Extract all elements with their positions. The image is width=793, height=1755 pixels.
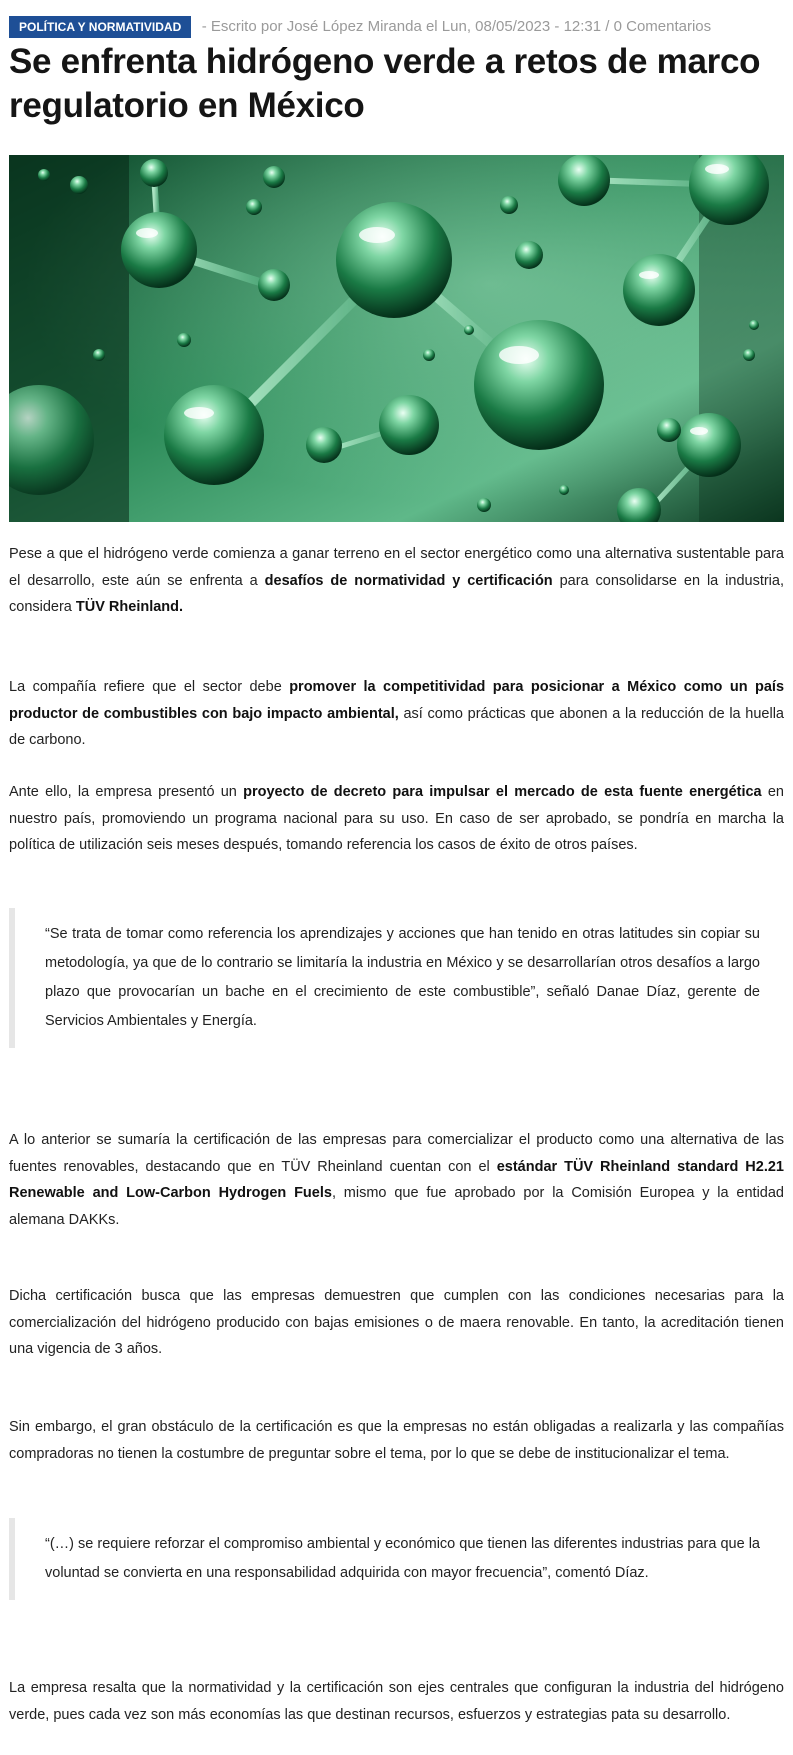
byline: - Escrito por José López Miranda el Lun, 08/05/2023 - 12:31 / 0 Comentarios xyxy=(201,18,712,35)
paragraph-4-bold: estándar TÜV Rheinland standard H2.21 Renewable and Low-Carbon Hydrogen Fuels xyxy=(9,1158,784,1201)
molecule-illustration xyxy=(9,155,784,522)
paragraph-1-text-b: para consolidarse en la industria, considera xyxy=(9,572,784,615)
article-meta xyxy=(9,16,784,38)
paragraph-3-text-a: Ante ello, la empresa presentó un xyxy=(9,784,244,800)
paragraph-1-bold-b: TÜV Rheinland. xyxy=(75,599,184,615)
paragraph-2-text-a: La compañía refiere que el sector debe xyxy=(9,679,290,695)
blockquote-1: “Se trata de tomar como referencia los aprendizajes y acciones que han tenido en otras latitudes sin copiar su metodología, ya que de lo contrario se limitaría la industria en México y se desarrollarían otros desafíos a largo plazo que provocarían un bache en el crecimiento de este combustible”, señaló Danae Díaz, gerente de Servicios Ambientales y Energía. xyxy=(9,908,784,1048)
paragraph-7: La empresa resalta que la normatividad y la certificación son ejes centrales que configuran la industria del hidrógeno verde, pues cada vez son más economías las que destinan recursos, esfuerzos y estrategias pata su desarrollo. xyxy=(9,1680,784,1723)
paragraph-3-text-b: en nuestro país, promoviendo un programa nacional para su uso. En caso de ser aprobado, se pondría en marcha la política de utilización seis meses después, tomando referencia los casos de éxito de otros países. xyxy=(9,784,784,853)
paragraph-5: Dicha certificación busca que las empresas demuestren que cumplen con las condiciones necesarias para la comercialización del hidrógeno producido con bajas emisiones o de maera renovable. En tanto, la acreditación tienen una vigencia de 3 años. xyxy=(9,1288,784,1357)
paragraph-4-text-b: , mismo que fue aprobado por la Comisión Europea y la entidad alemana DAKKs. xyxy=(9,1185,784,1228)
paragraph-2 xyxy=(9,674,784,754)
paragraph-3 xyxy=(9,779,784,859)
category-badge[interactable]: POLÍTICA Y NORMATIVIDAD xyxy=(9,16,191,38)
paragraph-2-text-b: así como prácticas que abonen a la reducción de la huella de carbono. xyxy=(9,705,784,748)
paragraph-1-text-a: Pese a que el hidrógeno verde comienza a ganar terreno en el sector energético como una alternativa sustentable para el desarrollo, este aún se enfrenta a xyxy=(9,546,784,589)
paragraph-6: Sin embargo, el gran obstáculo de la certificación es que la empresas no están obligadas a realizarla y las compañías compradoras no tienen la costumbre de preguntar sobre el tema, por lo que se debe de institucionalizar el tema. xyxy=(9,1419,784,1462)
paragraph-4-text-a: A lo anterior se sumaría la certificación de las empresas para comercializar el producto como una alternativa de las fuentes renovables, destacando que en TÜV Rheinland cuentan con el xyxy=(9,1132,784,1175)
paragraph-3-bold: proyecto de decreto para impulsar el mercado de esta fuente energética xyxy=(243,784,762,800)
paragraph-1-bold-a: desafíos de normatividad y certificación xyxy=(264,572,553,589)
paragraph-4 xyxy=(9,1127,784,1233)
paragraph-1 xyxy=(9,541,784,621)
hero-image xyxy=(9,155,784,522)
paragraph-2-bold: promover la competitividad para posicionar a México como un país productor de combustibles con bajo impacto ambiental, xyxy=(9,679,785,722)
blockquote-2: “(…) se requiere reforzar el compromiso ambiental y económico que tienen las diferentes industrias para que la voluntad se convierta en una responsabilidad adquirida con mayor frecuencia”, comentó Díaz. xyxy=(9,1518,784,1600)
article-title: Se enfrenta hidrógeno verde a retos de marco regulatorio en México xyxy=(9,42,761,125)
